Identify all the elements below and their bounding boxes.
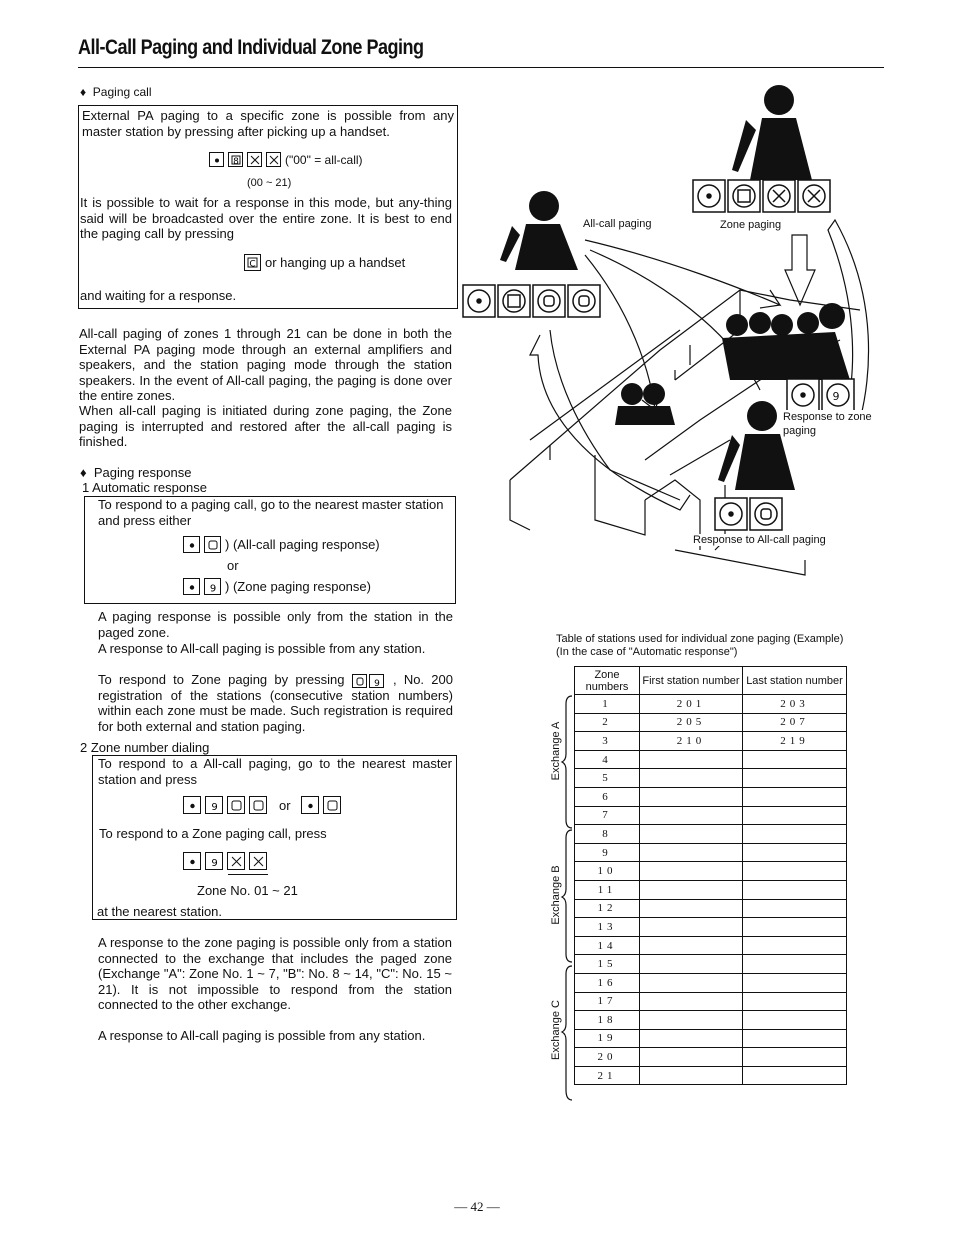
or-text-2: or — [279, 797, 291, 813]
paging-key-sequence — [209, 152, 363, 167]
allcall-dial-keys — [183, 796, 343, 814]
zone-number-cell: 10 — [575, 862, 640, 881]
hang-up-text: or hanging up a handset — [265, 255, 406, 270]
interrupt-paragraph: When all-call paging is initiated during zone paging, the Zone paging is interrupted and restored after the all-call paging is finished. — [79, 403, 452, 449]
first-station-cell: 201 — [640, 695, 743, 714]
first-station-cell: 210 — [640, 732, 743, 751]
digit-9-key-icon — [369, 674, 384, 688]
table-caption — [556, 633, 843, 659]
zone-number-cell: 20 — [575, 1048, 640, 1067]
response-para-3 — [98, 672, 453, 734]
all-call-note: ("00" = all-call) — [285, 152, 363, 167]
last-station-cell — [743, 1011, 847, 1030]
zone-no-text: Zone No. 01 ~ 21 — [197, 883, 298, 898]
zone-number-cell: 2 — [575, 713, 640, 732]
zone-response-label: ) (Zone paging response) — [225, 579, 371, 594]
zone-number-cell: 3 — [575, 732, 640, 751]
zone-number-cell: 7 — [575, 806, 640, 825]
last-station-cell — [743, 825, 847, 844]
svg-text:9: 9 — [373, 678, 380, 689]
last-station-cell — [743, 880, 847, 899]
table-row — [575, 843, 847, 862]
all-call-paging-label: All-call paging — [583, 218, 652, 230]
x-key-icon — [249, 852, 267, 870]
svg-text:8: 8 — [233, 157, 239, 167]
x-key-icon — [247, 152, 262, 167]
zone-paging-label: Zone paging — [720, 219, 782, 231]
automatic-response-heading: 1 Automatic response — [82, 480, 208, 495]
zone-number-cell: 11 — [575, 880, 640, 899]
table-caption-line-2: (In the case of "Automatic response") — [556, 646, 738, 658]
table-row — [575, 899, 847, 918]
svg-text:9: 9 — [211, 802, 218, 813]
first-station-cell — [640, 992, 743, 1011]
first-station-cell — [640, 769, 743, 788]
paging-response-heading-text: Paging response — [93, 465, 192, 480]
table-row — [575, 862, 847, 881]
paging-illustration — [460, 80, 890, 580]
zone-number-cell: 14 — [575, 936, 640, 955]
first-station-cell — [640, 750, 743, 769]
paging-call-box — [78, 105, 458, 309]
first-station-cell — [640, 955, 743, 974]
table-row — [575, 713, 847, 732]
last-station-cell — [743, 843, 847, 862]
zone-number-cell: 18 — [575, 1011, 640, 1030]
table-row — [575, 1029, 847, 1048]
zone-number-cell: 4 — [575, 750, 640, 769]
zone-station-table — [574, 666, 847, 1085]
svg-text:C: C — [249, 259, 256, 270]
dot-key-icon — [301, 796, 319, 814]
zone-number-cell: 17 — [575, 992, 640, 1011]
table-row — [575, 806, 847, 825]
page-title: All-Call Paging and Individual Zone Paging — [78, 36, 424, 59]
zone-response-keys — [183, 578, 371, 595]
paging-response-heading — [80, 465, 191, 481]
exchange-braces — [560, 694, 576, 1104]
first-station-cell — [640, 862, 743, 881]
response-para-5: A response to All-call paging is possible from any station. — [98, 1028, 426, 1043]
first-station-cell — [640, 880, 743, 899]
zone-number-cell: 21 — [575, 1066, 640, 1085]
digit-9-key-icon — [205, 852, 223, 870]
zone-dial-keys — [183, 852, 269, 870]
all-call-paragraph: All-call paging of zones 1 through 21 can be done in both the External PA paging mode through an external amplifiers and speakers, and the station paging mode through the station speakers. In the event of All-call paging, the paging is done over the entire zones. — [79, 326, 452, 403]
paging-call-heading-text: Paging call — [92, 85, 152, 99]
table-row — [575, 955, 847, 974]
x-key-icon — [266, 152, 281, 167]
c-key-icon — [244, 254, 261, 271]
digit-0-key-icon — [204, 536, 221, 553]
table-row — [575, 695, 847, 714]
first-station-cell — [640, 899, 743, 918]
first-station-cell — [640, 1066, 743, 1085]
zone-dialing-box — [92, 755, 457, 920]
nearest-station-text: at the nearest station. — [97, 904, 223, 919]
zone-no-bar — [228, 874, 268, 875]
or-text: or — [227, 558, 239, 573]
zone-paging-keys — [693, 180, 830, 212]
dot-key-icon — [209, 152, 224, 167]
zone-number-cell: 16 — [575, 973, 640, 992]
last-station-cell — [743, 1048, 847, 1067]
zone-range: (00 ~ 21) — [247, 177, 292, 189]
first-station-cell — [640, 973, 743, 992]
table-caption-line-1: Table of stations used for individual zone paging (Example) — [556, 633, 844, 645]
all-call-keys — [463, 285, 600, 317]
zone-dialing-text: To respond to a All-call paging, go to the nearest master station and press — [98, 756, 452, 787]
zone-number-cell: 15 — [575, 955, 640, 974]
dot-key-icon — [183, 796, 201, 814]
auto-response-text: To respond to a paging call, go to the nearest master station and press either — [98, 497, 444, 528]
last-station-cell — [743, 806, 847, 825]
zone-response-keys-illus — [787, 379, 854, 411]
zone-number-cell: 13 — [575, 918, 640, 937]
first-station-cell — [640, 1048, 743, 1067]
first-station-cell — [640, 936, 743, 955]
first-station-cell — [640, 1011, 743, 1030]
first-station-cell: 205 — [640, 713, 743, 732]
last-station-cell: 207 — [743, 713, 847, 732]
table-row — [575, 1066, 847, 1085]
exchange-b-label: Exchange B — [550, 865, 562, 925]
allcall-response-label: ) (All-call paging response) — [225, 537, 380, 552]
last-station-cell — [743, 899, 847, 918]
response-para-1: A paging response is possible only from the station in the paged zone. — [98, 609, 453, 640]
table-row — [575, 769, 847, 788]
header-zone-numbers: Zone numbers — [575, 667, 640, 695]
digit-9-key-icon — [204, 578, 221, 595]
response-para-4: A response to the zone paging is possible only from a station connected to the exchange that includes the paged zone (Exchange "A": Zone No. 1 ~ 7, "B": No. 8 ~ 14, "C": No. 15 ~ 21). It is not impossible to respond from the station connected to the other exchange. — [98, 935, 452, 1012]
diamond-bullet-icon: ♦ — [80, 465, 87, 480]
last-station-cell — [743, 1066, 847, 1085]
allcall-response-keys — [183, 536, 380, 553]
last-station-cell — [743, 787, 847, 806]
zone-number-cell: 6 — [575, 787, 640, 806]
last-station-cell — [743, 750, 847, 769]
first-station-cell — [640, 787, 743, 806]
paging-call-heading — [80, 85, 152, 101]
exchange-a-label: Exchange A — [550, 721, 562, 781]
table-row — [575, 1011, 847, 1030]
last-station-cell — [743, 936, 847, 955]
table-row — [575, 936, 847, 955]
response-para-3-end: , No. 200 registration of the stations (consecutive station numbers) within each zone must be made. Such registration is required for both external and station paging. — [98, 672, 453, 734]
person-icon — [732, 85, 812, 180]
svg-text:9: 9 — [211, 858, 218, 869]
diamond-bullet-icon: ♦ — [80, 85, 87, 99]
allcall-response-keys-illus — [715, 498, 782, 530]
response-para-2: A response to All-call paging is possible from any station. — [98, 641, 426, 656]
last-station-cell — [743, 862, 847, 881]
last-station-cell — [743, 973, 847, 992]
last-station-cell: 203 — [743, 695, 847, 714]
header-first-station: First station number — [640, 667, 743, 695]
first-station-cell — [640, 806, 743, 825]
dot-key-icon — [183, 578, 200, 595]
first-station-cell — [640, 918, 743, 937]
zone-number-cell: 19 — [575, 1029, 640, 1048]
table-row — [575, 787, 847, 806]
person-icon — [500, 191, 578, 270]
digit-9-glyph: 9 — [832, 390, 840, 403]
digit-0-key-icon — [249, 796, 267, 814]
response-allcall-label: Response to All-call paging — [693, 534, 826, 546]
table-row — [575, 750, 847, 769]
last-station-cell — [743, 1029, 847, 1048]
zone-table-body — [575, 695, 847, 1085]
waiting-text: and waiting for a response. — [80, 288, 237, 303]
zone-number-cell: 12 — [575, 899, 640, 918]
digit-0-key-icon — [227, 796, 245, 814]
last-station-cell — [743, 769, 847, 788]
exchange-c-label: Exchange C — [550, 1000, 562, 1060]
digit-9-key-icon — [205, 796, 223, 814]
header-last-station: Last station number — [743, 667, 847, 695]
person-pair-icon — [615, 383, 675, 425]
dot-key-icon — [183, 536, 200, 553]
hang-up-row — [244, 254, 405, 271]
last-station-cell: 219 — [743, 732, 847, 751]
last-station-cell — [743, 992, 847, 1011]
zone-number-cell: 9 — [575, 843, 640, 862]
table-row — [575, 880, 847, 899]
zone-dialing-heading: 2 Zone number dialing — [80, 740, 210, 755]
digit-0-key-icon — [352, 674, 367, 688]
first-station-cell — [640, 1029, 743, 1048]
paging-call-text-2: It is possible to wait for a response in this mode, but any-thing said will be broadcasted over the entire zone. It is best to end the paging call by pressing — [80, 195, 452, 241]
automatic-response-box — [84, 496, 456, 604]
table-row — [575, 992, 847, 1011]
digit-0-key-icon — [323, 796, 341, 814]
zone-number-cell: 8 — [575, 825, 640, 844]
last-station-cell — [743, 955, 847, 974]
x-key-icon — [227, 852, 245, 870]
page-number: — 42 — — [454, 1199, 500, 1214]
zone-call-text: To respond to a Zone paging call, press — [99, 826, 327, 841]
response-para-3-start: To respond to Zone paging by pressing — [98, 672, 345, 687]
title-rule — [78, 67, 884, 68]
svg-text:9: 9 — [209, 583, 217, 595]
digit-8-key-icon — [228, 152, 243, 167]
dot-key-icon — [183, 852, 201, 870]
table-row — [575, 825, 847, 844]
table-row — [575, 732, 847, 751]
last-station-cell — [743, 918, 847, 937]
person-group-icon — [722, 303, 850, 380]
table-row — [575, 973, 847, 992]
paging-call-text-1: External PA paging to a specific zone is possible from any master station by pressing after picking up a handset. — [82, 108, 454, 139]
table-row — [575, 918, 847, 937]
response-zone-label: Response to zone paging — [783, 410, 883, 438]
table-row — [575, 1048, 847, 1067]
first-station-cell — [640, 843, 743, 862]
zone-number-cell: 5 — [575, 769, 640, 788]
first-station-cell — [640, 825, 743, 844]
zone-number-cell: 1 — [575, 695, 640, 714]
